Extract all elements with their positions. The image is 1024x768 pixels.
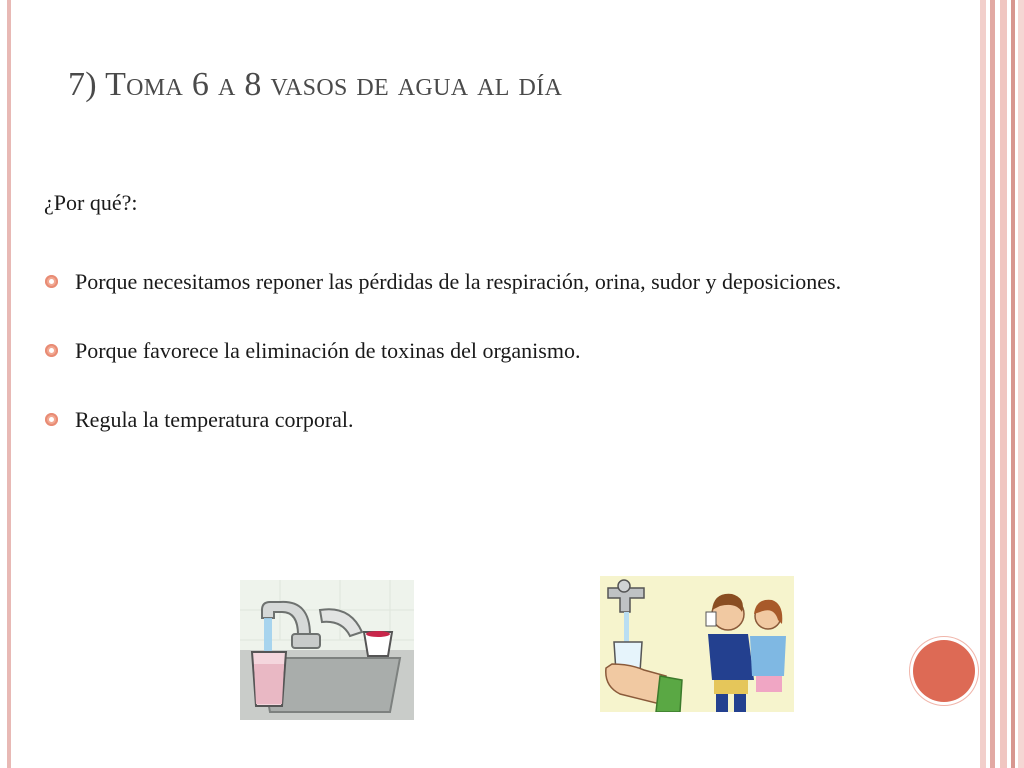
slide-frame-left — [7, 0, 11, 768]
bullet-list — [44, 266, 964, 473]
bullet-icon — [45, 275, 58, 288]
bullet-text: Regula la temperatura corporal. — [75, 407, 354, 432]
slide-frame-right-stripe — [980, 0, 986, 768]
faucet-glass-image — [240, 580, 414, 720]
faucet-filling-glass-icon — [240, 580, 414, 720]
bullet-item — [44, 335, 964, 366]
slide-title: 7) Toma 6 a 8 vasos de agua al día — [68, 66, 563, 103]
bullet-text: Porque favorece la eliminación de toxinas del organismo. — [75, 338, 581, 363]
bullet-icon — [45, 344, 58, 357]
slide-frame-right-stripe — [1011, 0, 1015, 768]
bullet-item — [44, 404, 964, 435]
decorative-circle — [913, 640, 975, 702]
people-drinking-water-icon — [600, 576, 794, 712]
bullet-icon — [45, 413, 58, 426]
slide-subtitle: ¿Por qué?: — [44, 190, 138, 215]
bullet-item — [44, 266, 964, 297]
people-drinking-image — [600, 576, 794, 712]
bullet-text: Porque necesitamos reponer las pérdidas de la respiración, orina, sudor y deposiciones. — [75, 269, 842, 294]
slide-frame-right-stripe — [990, 0, 995, 768]
slide-frame-right-stripe — [1018, 0, 1024, 768]
slide-frame-right-stripe — [1000, 0, 1007, 768]
